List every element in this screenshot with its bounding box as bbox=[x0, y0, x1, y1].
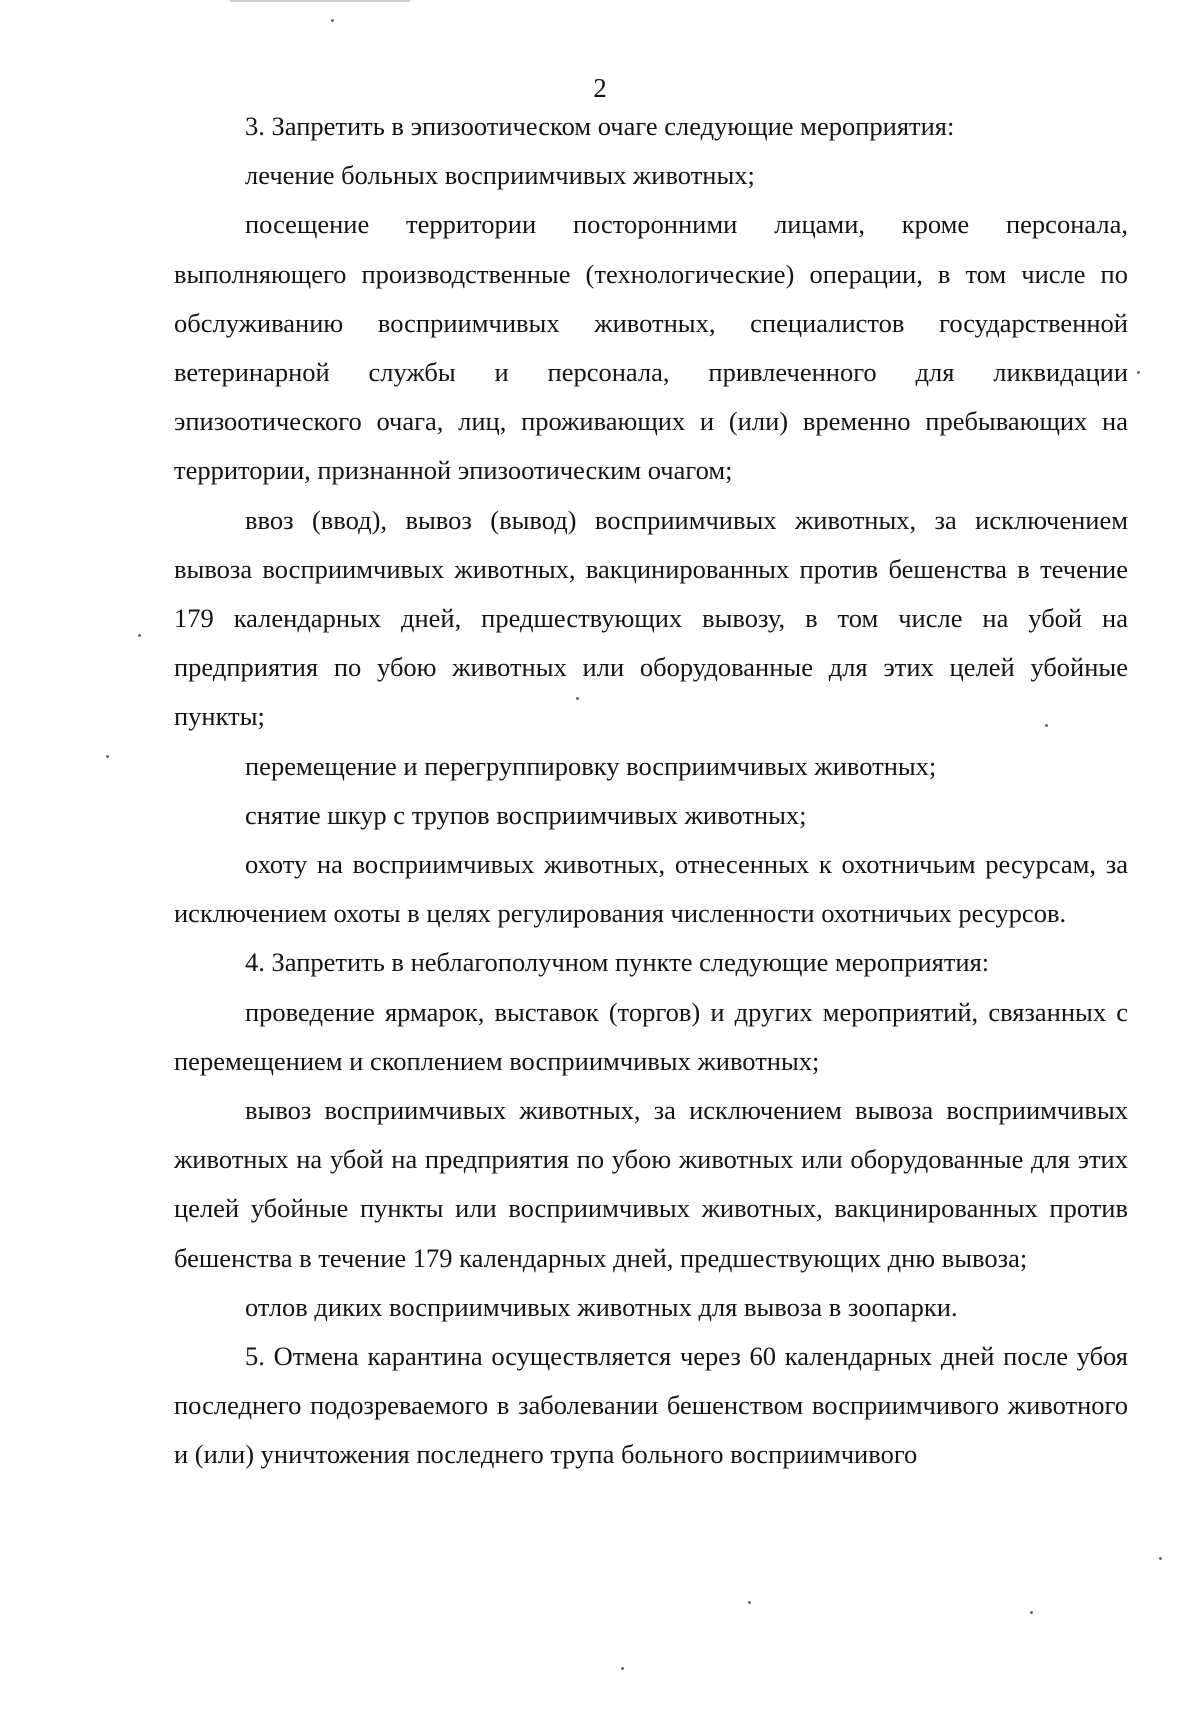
scan-speck bbox=[1030, 1611, 1033, 1614]
scan-speck bbox=[621, 1667, 624, 1670]
item-3-subitem-skinning: снятие шкур с трупов восприимчивых животных; bbox=[245, 799, 807, 830]
item-4-subitem-fairs: проведение ярмарок, выставок (торгов) и других мероприятий, связанных с перемещением и скоплением восприимчивых животных; bbox=[174, 996, 1128, 1076]
scan-speck bbox=[576, 697, 579, 700]
item-4-subitem-capture: отлов диких восприимчивых животных для вывоза в зоопарки. bbox=[245, 1291, 958, 1322]
item-3-subitem-treatment: лечение больных восприимчивых животных; bbox=[245, 160, 755, 191]
scan-speck bbox=[1137, 371, 1140, 374]
scan-speck bbox=[138, 634, 141, 637]
item-3-subitem-import-export: ввоз (ввод), вывоз (вывод) восприимчивых животных, за исключением вывоза восприимчивых животных, вакцинированных против бешенства в течение 179 календарных дней, предшествующих вывозу, в том числе на убой на предприятия по убою животных или оборудованные для этих целей убойные пункты; bbox=[174, 504, 1128, 732]
item-4-subitem-export: вывоз восприимчивых животных, за исключением вывоза восприимчивых животных на убой на предприятия по убою животных или оборудованные для этих целей убойные пункты или восприимчивых животных, вакцинированных против бешенства в течение 179 календарных дней, предшествующих дню вывоза; bbox=[174, 1095, 1128, 1273]
scan-speck bbox=[331, 19, 334, 22]
scan-speck bbox=[748, 1601, 751, 1604]
document-body bbox=[174, 102, 1128, 1480]
scan-speck bbox=[1159, 1557, 1162, 1560]
scan-edge-mark bbox=[230, 0, 410, 2]
item-3-subitem-hunting: охоту на восприимчивых животных, отнесенных к охотничьим ресурсам, за исключением охоты в целях регулирования численности охотничьих ресурсов. bbox=[174, 849, 1128, 929]
scan-speck bbox=[106, 755, 109, 758]
page-number: 2 bbox=[593, 73, 607, 103]
item-3-subitem-regrouping: перемещение и перегруппировку восприимчивых животных; bbox=[245, 750, 937, 781]
item-5-quarantine-lifting: 5. Отмена карантина осуществляется через 60 календарных дней после убоя последнего подозреваемого в заболевании бешенством восприимчивого животного и (или) уничтожения последнего трупа больного восприимчивого bbox=[174, 1341, 1128, 1470]
item-3-heading: 3. Запретить в эпизоотическом очаге следующие мероприятия: bbox=[245, 111, 955, 141]
item-4-heading: 4. Запретить в неблагополучном пункте следующие мероприятия: bbox=[245, 947, 990, 978]
scan-speck bbox=[1045, 724, 1048, 727]
item-3-subitem-visits: посещение территории посторонними лицами, кроме персонала, выполняющего производственные (технологические) операции, в том числе по обслуживанию восприимчивых животных, специалистов государственной ветеринарной службы и персонала, привлеченного для ликвидации эпизоотического очага, лиц, проживающих и (или) временно пребывающих на территории, признанной эпизоотическим очагом; bbox=[174, 209, 1128, 486]
